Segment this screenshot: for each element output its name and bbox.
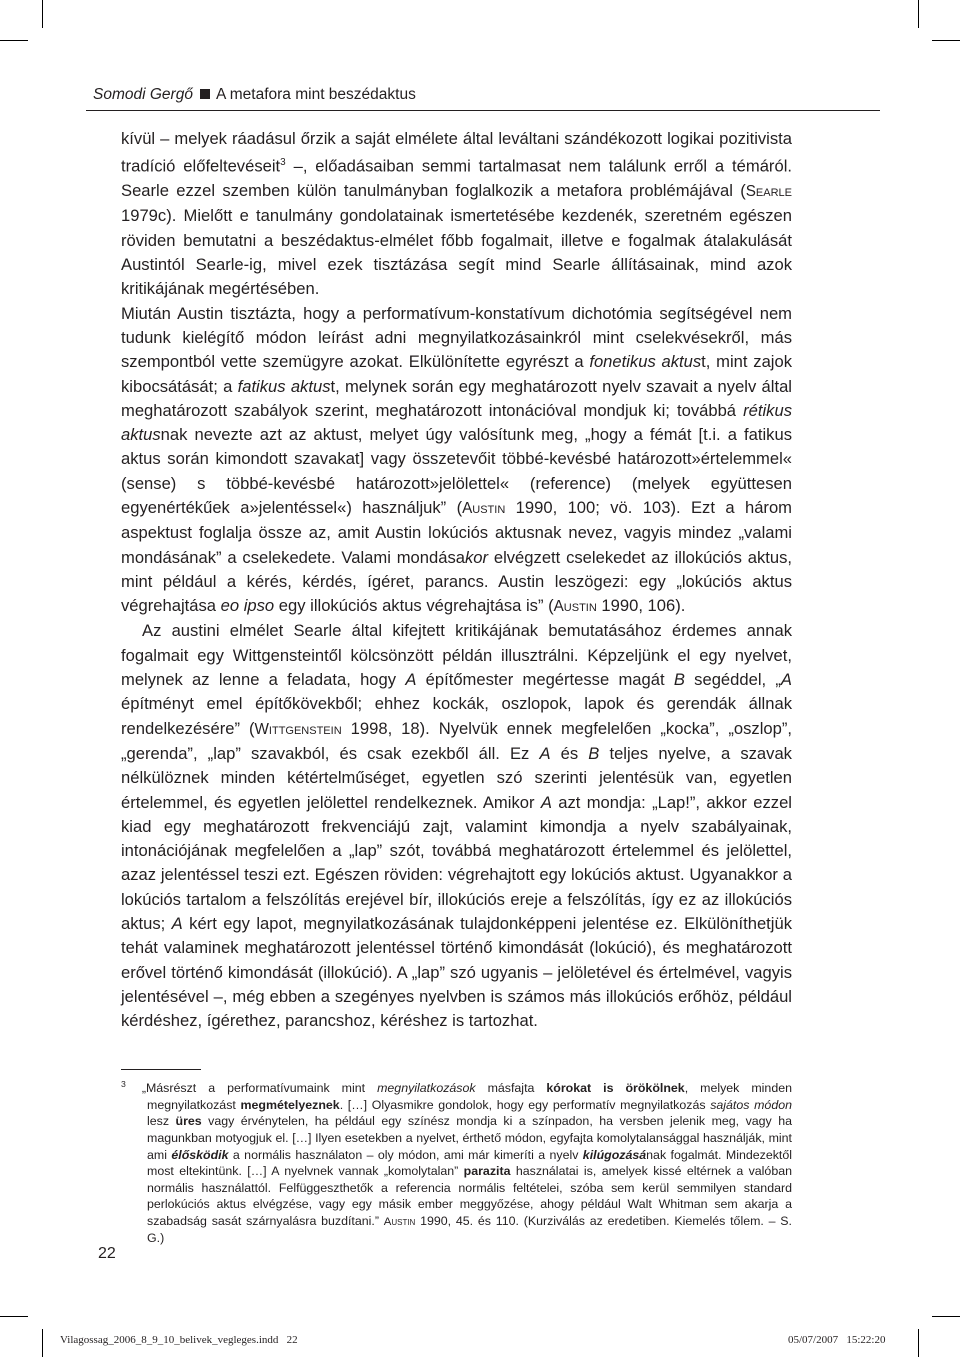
crop-mark-top-left	[42, 0, 43, 28]
crop-mark-top-right-h	[932, 40, 960, 41]
term: fatikus aktus	[237, 376, 331, 396]
running-head	[93, 86, 416, 104]
header-rule	[86, 110, 880, 111]
text-run: , melyek minden megnyilatkozást	[147, 1081, 792, 1112]
crop-mark-top-right	[918, 0, 919, 28]
text-run: és	[550, 743, 589, 763]
emphasis: üres	[175, 1114, 202, 1129]
emphasis: parazita	[463, 1164, 511, 1179]
term: B	[588, 743, 600, 763]
text-run: vagy érvénytelen, ha például egy színész mondja ki a színpadon, ha versben jelenik meg, vagy ha magunkban motyogjuk el. […] Ilyen esetekben a nyelvet, érthető módon, egyfajta komolytalansággal használják, mint ami	[147, 1114, 792, 1162]
citation-author: Wittgenstein	[254, 720, 342, 738]
body-text	[121, 127, 792, 1034]
footnote-rule	[121, 1069, 201, 1070]
text-run: elvégzett cselekedet az illokúciós aktus, mint például a kérés, kérdés, ígéret, parancs. Austin leszögezi: egy „lokúciós aktus végrehajtása	[121, 547, 792, 616]
text-run: a normális használaton – oly módon, ami már kimeríti a nyelv	[228, 1147, 583, 1162]
text-run: kért egy lapot, megnyilatkozásának tulajdonképpeni jelentése ez. Elkülöníthetjük tehát valaminek meghatározott jelentéssel történő kimondását (lokúció), és meghatározott erővel történő kimondását (illokúció). A „lap” szó ugyanis – jelöletével és értelmével, vagyis jelentésével –, még ebben a szegényes nyelvben is számos más illokúciós erőhöz, például kérdéshez, ígérethez, parancshoz, kéréshez is tartozhat.	[121, 914, 792, 1031]
term: kor	[464, 547, 489, 567]
crop-mark-bottom-left	[42, 1329, 43, 1357]
text-run: 1998, 18). Nyelvük ennek megfelelően „kocka”, „oszlop”, „gerenda”, „lap” szavakból, és csak ezekből áll. Ez	[121, 718, 793, 763]
text-run: Az austini elmélet Searle által kifejtett kritikájának bemutatásához érdemes annak fogalmait egy Wittgensteintől kölcsönzött példán illusztrálni. Képzeljünk el egy nyelvet, melynek az lenne a feladata, hogy	[121, 621, 792, 690]
text-run: t, mint zajok kibocsátását; a	[121, 352, 793, 396]
text-run: 1979c). Mielőtt e tanulmány gondolatainak ismertetésébe kezdenék, szeretném egészen röviden bemutatni a beszédaktus-elmélet főbb fogalmait, illetve e fogalmak átalakulását Austintól Searle-ig, mivel ezek tisztázása segít mind Searle állításainak, mind azok kritikájának megértésében.	[121, 206, 792, 299]
text-run: „Másrészt a performatívumaink mint	[141, 1081, 378, 1096]
text-run: t, melynek során egy meghatározott nyelv szavait a nyelv által meghatározott szabályok szerint, meghatározott intonációval mondjuk ki; továbbá	[121, 376, 792, 420]
emphasis: megmételyeznek	[240, 1097, 340, 1112]
crop-mark-bottom-left-h	[0, 1316, 28, 1317]
slug-file: Vilagossag_2006_8_9_10_belivek_vegleges.indd 22	[60, 1334, 298, 1346]
running-head-title: A metafora mint beszédaktus	[215, 86, 416, 103]
paragraph-3	[121, 619, 792, 1033]
text-run: 1990, 106).	[596, 596, 686, 616]
slug-timestamp: 05/07/2007 15:22:20	[788, 1334, 886, 1346]
text-run: 1990, 100; vö. 103). Ezt a három aspektust foglalja össze az, amit Austin lokúciós aktusnak nevez, vagyis mindez „valami mondásának” a cselekedete. Valami mondása	[121, 497, 792, 567]
text-run: teljes nyelve, a szavak nélkülöznek minden kétértelműséget, egyetlen szó szerinti jelentésük van, egyetlen értelemmel, és egyetlen jelölettel rendelkeznek. Amikor	[121, 743, 792, 812]
term: A	[539, 743, 551, 763]
text-run: nak nevezte azt az aktust, melyet úgy valósítunk meg, „hogy a fémát [t.i. a fatikus aktus során kimondott szavakat] vagy összetevőit többé-kevésbé határozott»értelemmel« (sense) s többé-kevésbé határozott»jelölettel« (reference) (melyek együttesen egyenértékűek a»jelentéssel«) használjuk” (	[121, 425, 792, 517]
text-run: építőmester megértesse magát	[416, 670, 674, 690]
paragraph-2	[121, 302, 792, 620]
text-run: lesz	[147, 1114, 176, 1129]
text-run: . […] Olyasmikre gondolok, hogy egy performatív megnyilatkozás	[339, 1097, 711, 1112]
text-run: –, előadásaiban semmi tartalmasat nem találunk erről a témáról. Searle ezzel szemben külön tanulmányban foglalkozik a metafora problémájával (	[121, 156, 792, 201]
citation-author: Austin	[462, 499, 506, 517]
text-run: azt mondja: „Lap!”, akkor ezzel kiad egy meghatározott frekvenciájú zajt, valamint kimondja a nyelv szabályainak, intonációjának megfelelően a „lap” szót, továbbá meghatározott értelemmel és jelölettel, azaz jelentéssel teszi ezt. Egészen röviden: végrehajtott egy lokúciós aktust. Ugyanakkor a lokúciós tartalom a felszólítás erejével bír, illokúciós ereje a felszólítás, így ez az illokúciós aktus;	[121, 792, 792, 934]
term: A	[171, 914, 183, 934]
footnote-3	[121, 1076, 792, 1247]
crop-mark-bottom-right	[918, 1329, 919, 1357]
text-run: másfajta	[475, 1081, 547, 1096]
term: rétikus aktus	[121, 400, 792, 445]
text-run: segéddel, „	[684, 670, 781, 690]
text-run: 1990, 45. és 110. (Kurziválás az eredetiben. Kiemelés tőlem. – S. G.)	[147, 1213, 792, 1246]
term: eo ipso	[220, 596, 275, 616]
term: A	[405, 670, 417, 690]
square-bullet-icon	[200, 89, 210, 99]
crop-mark-bottom-right-h	[932, 1316, 960, 1317]
emphasis: kilúgozásá	[582, 1147, 647, 1162]
text-run: használatai is, amelyek kissé eltérnek a valóban normális használattól. Felfüggeszthetők a referencia normális feltételei, szóba sem kerül semmilyen standard perlokúciós aktus elvégzése, vagy egy másik ember meggyőzése, ahogy például Walt Whitman sem akarja a szabadság sasát szárnyalásra buzdítani.”	[147, 1164, 792, 1228]
page-number: 22	[98, 1245, 116, 1262]
text-run: nak fogalmát. Mindezektől most eltekintünk. […] A nyelvnek vannak „komolytalan”	[147, 1147, 792, 1179]
citation-author: Austin	[383, 1215, 416, 1228]
citation-author: Searle	[745, 183, 792, 201]
running-head-author: Somodi Gergő	[93, 86, 193, 103]
text-run: Miután Austin tisztázta, hogy a performatívum-konstatívum dichotómia segítségével nem tudunk kielégítő módon leírást adni megnyilatkozásainkról mint cselekvésekről, más szempontból vette szemügyre azokat. Elkülönítette egyrészt a	[121, 303, 792, 372]
emphasis: élősködik	[171, 1147, 229, 1162]
paragraph-1	[121, 127, 792, 302]
term: A	[780, 670, 792, 690]
term: B	[673, 670, 685, 690]
emphasis: kórokat is örökölnek	[546, 1081, 685, 1096]
term: fonetikus aktus	[589, 352, 702, 372]
text-run: építményt emel építőkövekből; ehhez kockák, oszlopok, lapok és gerendák állnak rendelkezésére” (	[121, 694, 792, 738]
term: sajátos módon	[710, 1097, 792, 1112]
crop-mark-top-left-h	[0, 40, 28, 41]
footnote-ref: 3	[280, 157, 286, 169]
term: megnyilatkozások	[377, 1081, 476, 1096]
term: A	[540, 792, 552, 812]
footnote-number: 3	[121, 1079, 126, 1089]
citation-author: Austin	[553, 598, 597, 616]
text-run: kívül – melyek ráadásul őrzik a saját elmélete által leváltani szándékozott logikai pozitivista tradíció előfeltevéseit	[121, 129, 792, 176]
footnote	[121, 1076, 792, 1247]
text-run: egy illokúciós aktus végrehajtása is” (	[274, 596, 554, 616]
